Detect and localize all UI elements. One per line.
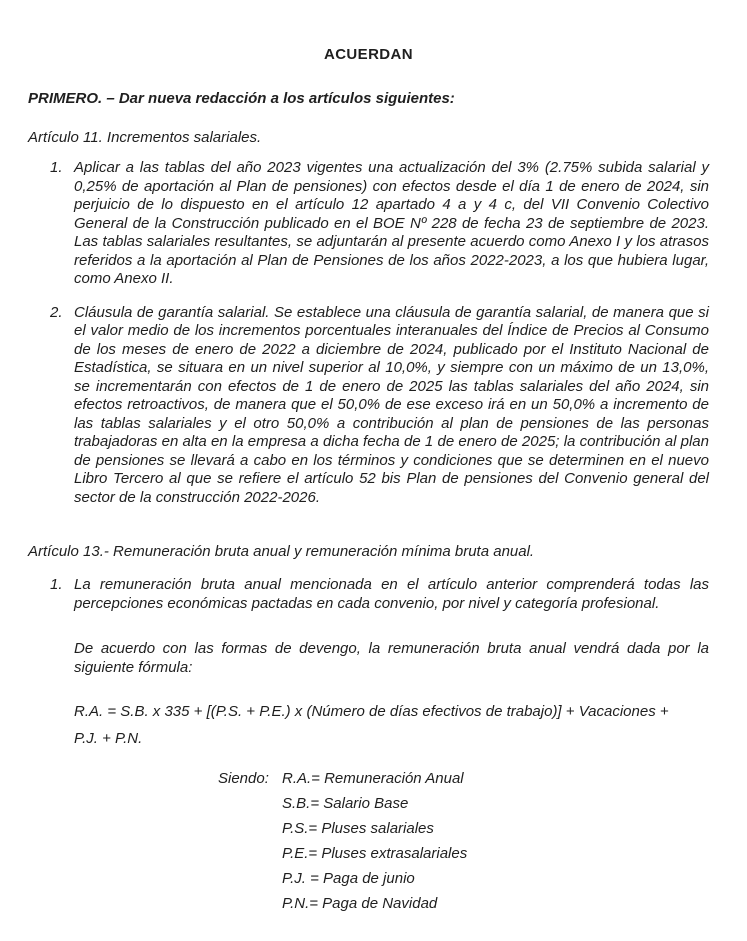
devengo-paragraph: De acuerdo con las formas de devengo, la remuneración bruta anual vendrá dada por la siguiente fórmula: [74,640,709,676]
item-text: La remuneración bruta anual mencionada en el artículo anterior comprenderá todas las percepciones económicas pactadas en cada convenio, por nivel y categoría profesional. [74,576,709,612]
definitions-list [282,766,467,916]
item-number: 1. [50,159,63,176]
siendo-block [218,766,709,916]
formula-line-1: R.A. = S.B. x 335 + [(P.S. + P.E.) x (Número de días efectivos de trabajo)] + Vacaciones + [74,703,669,720]
item-number: 2. [50,303,63,321]
articulo-11-title: Artículo 11. Incrementos salariales. [28,129,262,146]
definition-pe: P.E.= Pluses extrasalariales [282,845,468,862]
formula-line-2: P.J. + P.N. [74,730,143,747]
articulo-11-item-2 [28,304,709,508]
siendo-label: Siendo: [218,770,269,787]
primero-clause: PRIMERO. – Dar nueva redacción a los artículos siguientes: [28,90,455,107]
document-heading: ACUERDAN [323,46,414,63]
formula-block [74,698,709,752]
definition-ps: P.S.= Pluses salariales [282,820,434,837]
item-text: Aplicar a las tablas del año 2023 vigentes una actualización del 3% (2.75% subida salarial y 0,25% de aportación al Plan de pensiones) con efectos desde el día 1 de enero de 2024, sin perjuicio de lo dispuesto en el artículo 12 apartado 4 a y 4 c, del VII Convenio Colectivo General de la Construcción publicado en el BOE Nº 228 de fecha 23 de septiembre de 2023. Las tablas salariales resultantes, se adjuntarán al presente acuerdo como Anexo I y los atrasos referidos a la aportación al Plan de Pensiones de los años 2022-2023, a los que hubiera lugar, como Anexo II. [74,159,709,287]
articulo-13-item-1 [28,576,709,613]
definition-sb: S.B.= Salario Base [282,795,409,812]
item-text: Cláusula de garantía salarial. Se establece una cláusula de garantía salarial, de manera que si el valor medio de los incrementos porcentuales interanuales del Índice de Precios al Consumo de los meses de enero de 2022 a diciembre de 2024, publicado por el Instituto Nacional de Estadística, se situara en un nivel superior al 10,0%, y siempre con un máximo de un 13,0%, se incrementarán con efectos de 1 de enero de 2025 las tablas salariales del año 2024, sin efectos retroactivos, de manera que el 50,0% de ese exceso irá en un 50,0% a incremento de las tablas salariales y el otro 50,0% a contribución al plan de pensiones de las personas trabajadoras en alta en la empresa a dicha fecha de 1 de enero de 2025; la contribución al plan de pensiones se llevará a cabo en los términos y condiciones que se determinen en el nuevo Libro Tercero al que se refiere el artículo 52 bis Plan de pensiones del Convenio general del sector de la construcción 2022-2026. [74,303,709,506]
definition-pn: P.N.= Paga de Navidad [282,895,438,912]
articulo-13-title: Artículo 13.- Remuneración bruta anual y remuneración mínima bruta anual. [28,543,535,560]
definition-pj: P.J. = Paga de junio [282,870,415,887]
definition-ra: R.A.= Remuneración Anual [282,770,464,787]
item-number: 1. [50,576,63,593]
articulo-11-item-1 [28,159,709,289]
